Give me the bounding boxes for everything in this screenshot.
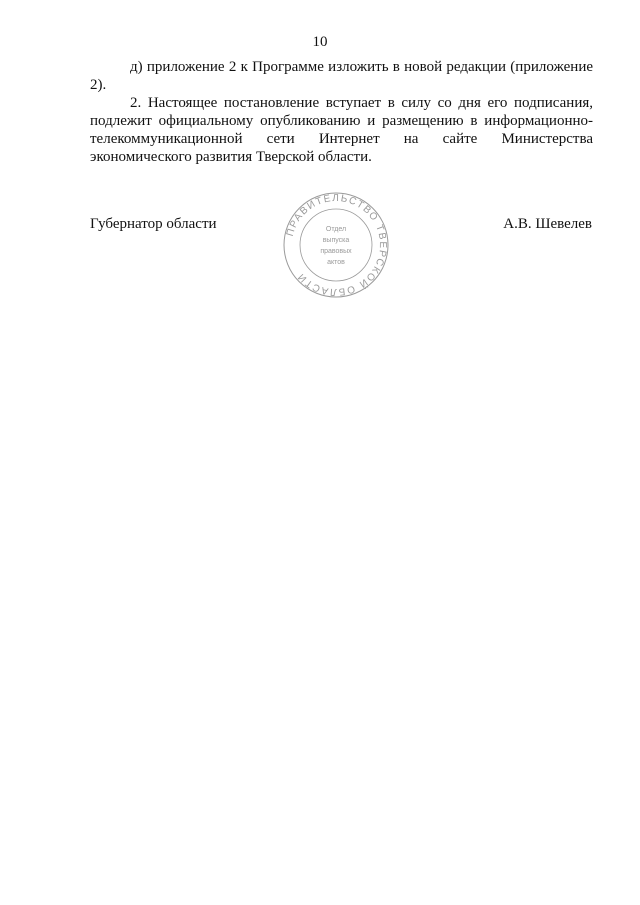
official-stamp (282, 191, 390, 299)
stamp-inner-line: актов (327, 259, 345, 266)
paragraph: д) приложение 2 к Программе изложить в новой редакции (приложение 2). (90, 59, 593, 93)
signatory-position: Губернатор области (90, 216, 217, 232)
paragraph: 2. Настоящее постановление вступает в силу со дня его подписания, подлежит официальному опубликованию и размещению в информационно-телекоммуникационной сети Интернет на сайте Министерства экономического развития Тверской области. (90, 95, 593, 165)
stamp-inner-line: правовых (320, 248, 352, 255)
page-number: 10 (312, 34, 328, 50)
document-body (90, 58, 593, 166)
stamp-inner-line: выпуска (322, 237, 350, 244)
signatory-name: А.В. Шевелев (503, 216, 592, 232)
stamp-inner-line: Отдел (325, 226, 347, 233)
stamp-ring-text: ПРАВИТЕЛЬСТВО ТВЕРСКОЙ ОБЛАСТИ (284, 192, 389, 298)
